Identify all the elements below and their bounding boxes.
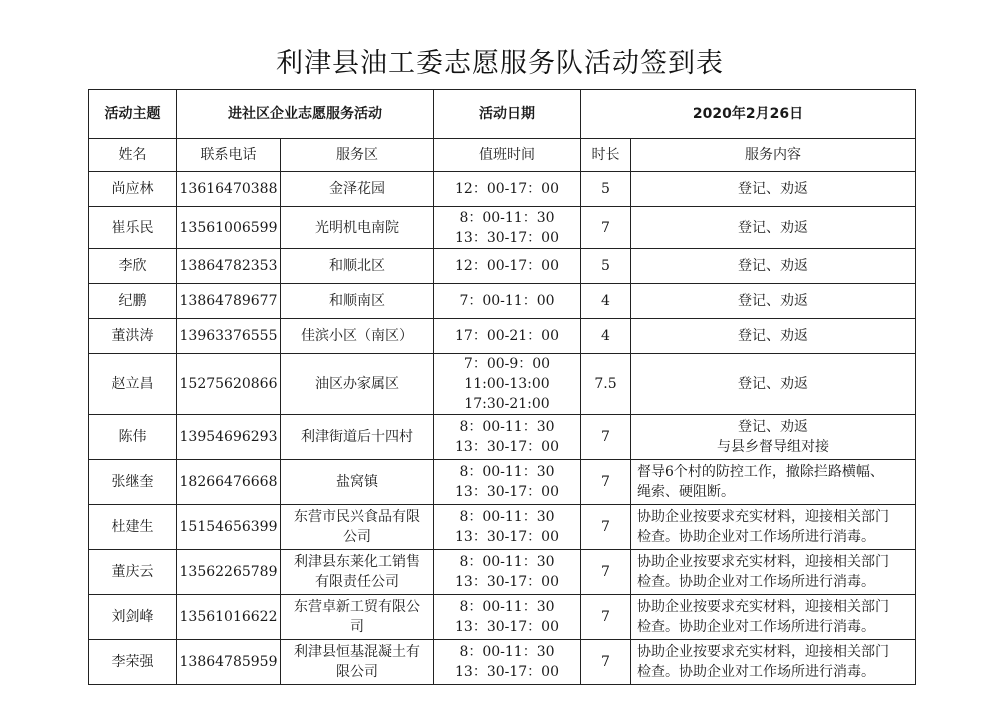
service-area [281, 354, 434, 415]
duty-hours: 7 [581, 207, 631, 249]
service-area [281, 550, 434, 595]
column-header-row [89, 139, 916, 172]
service-content-line: 检查。协助企业对工作场所进行消毒。 [637, 529, 875, 545]
duty-time-line: 13：30-17：00 [455, 484, 559, 500]
duty-hours: 7 [581, 595, 631, 640]
duty-time-line: 8：00-11：30 [459, 419, 555, 435]
service-content [631, 284, 916, 319]
service-content [631, 354, 916, 415]
table-row [89, 207, 916, 249]
volunteer-name: 陈伟 [89, 415, 177, 460]
service-content-line: 协助企业按要求充实材料，迎接相关部门 [637, 599, 889, 615]
duty-time [434, 550, 581, 595]
service-content [631, 505, 916, 550]
service-content [631, 550, 916, 595]
phone-number: 15275620866 [177, 354, 281, 415]
volunteer-name: 董洪涛 [89, 319, 177, 354]
duty-time-line: 8：00-11：30 [459, 554, 555, 570]
duty-hours: 7.5 [581, 354, 631, 415]
col-area-header: 服务区 [281, 139, 434, 172]
service-content-line: 督导6个村的防控工作，撤除拦路横幅、 [637, 464, 884, 480]
duty-time-line: 13：30-17：00 [455, 229, 559, 246]
table-row [89, 284, 916, 319]
service-area [281, 249, 434, 284]
service-area [281, 460, 434, 505]
service-content-line: 检查。协助企业对工作场所进行消毒。 [637, 664, 875, 680]
duty-time-line: 13：30-17：00 [455, 574, 559, 590]
service-area-line: 利津县东莱化工销售 [294, 554, 420, 570]
duty-time [434, 172, 581, 207]
phone-number: 13954696293 [177, 415, 281, 460]
phone-number: 15154656399 [177, 505, 281, 550]
duty-hours: 5 [581, 249, 631, 284]
col-hours-header: 时长 [581, 139, 631, 172]
volunteer-name: 刘剑峰 [89, 595, 177, 640]
table-row [89, 550, 916, 595]
volunteer-name: 赵立昌 [89, 354, 177, 415]
service-area-line: 司 [350, 619, 364, 635]
duty-hours: 7 [581, 505, 631, 550]
duty-hours: 7 [581, 640, 631, 685]
service-area-line: 公司 [343, 529, 371, 545]
duty-time [434, 249, 581, 284]
volunteer-name: 杜建生 [89, 505, 177, 550]
volunteer-name: 纪鹏 [89, 284, 177, 319]
duty-time-line: 12：00-17：00 [455, 258, 559, 274]
phone-number: 13561016622 [177, 595, 281, 640]
table-row [89, 595, 916, 640]
service-content [631, 319, 916, 354]
topic-label: 活动主题 [89, 90, 177, 139]
phone-number: 13561006599 [177, 207, 281, 249]
duty-hours: 4 [581, 284, 631, 319]
duty-time [434, 415, 581, 460]
duty-time [434, 595, 581, 640]
col-time-header: 值班时间 [434, 139, 581, 172]
duty-time-line: 12：00-17：00 [455, 181, 559, 197]
phone-number: 13616470388 [177, 172, 281, 207]
activity-header-row [89, 90, 916, 139]
service-area-line: 盐窝镇 [336, 474, 378, 490]
service-area-line: 光明机电南院 [315, 219, 399, 236]
service-content-line: 绳索、硬阻断。 [637, 484, 735, 500]
service-content [631, 249, 916, 284]
duty-hours: 5 [581, 172, 631, 207]
service-content-line: 登记、劝返 [738, 328, 808, 344]
duty-hours: 4 [581, 319, 631, 354]
service-area-line: 金泽花园 [329, 181, 385, 197]
volunteer-name: 董庆云 [89, 550, 177, 595]
service-area [281, 207, 434, 249]
table-row [89, 460, 916, 505]
page-title: 利津县油工委志愿服务队活动签到表 [276, 48, 724, 79]
duty-time-line: 8：00-11：30 [459, 509, 555, 525]
col-phone-header: 联系电话 [177, 139, 281, 172]
service-area [281, 415, 434, 460]
duty-time-line: 13：30-17：00 [455, 664, 559, 680]
service-content [631, 595, 916, 640]
service-area [281, 319, 434, 354]
duty-time-line: 8：00-11：30 [459, 464, 555, 480]
duty-time-line: 7：00-9：00 [463, 356, 551, 372]
service-content-line: 登记、劝返 [738, 219, 808, 236]
service-area-line: 有限责任公司 [315, 574, 399, 590]
duty-time [434, 207, 581, 249]
service-area [281, 172, 434, 207]
duty-time-line: 11:00-13:00 [464, 376, 550, 392]
service-content [631, 415, 916, 460]
volunteer-name: 崔乐民 [89, 207, 177, 249]
service-area-line: 和顺北区 [329, 258, 385, 274]
service-area-line: 东营卓新工贸有限公 [294, 599, 420, 615]
duty-time [434, 640, 581, 685]
duty-time-line: 13：30-17：00 [455, 619, 559, 635]
service-content-line: 检查。协助企业对工作场所进行消毒。 [637, 574, 875, 590]
duty-time-line: 7：00-11：00 [459, 293, 555, 309]
topic-value: 进社区企业志愿服务活动 [177, 90, 434, 139]
duty-time [434, 319, 581, 354]
service-content-line: 与县乡督导组对接 [717, 439, 829, 455]
volunteer-name: 李欣 [89, 249, 177, 284]
duty-hours: 7 [581, 460, 631, 505]
col-content-header: 服务内容 [631, 139, 916, 172]
service-content-line: 登记、劝返 [738, 181, 808, 197]
service-content [631, 460, 916, 505]
service-content [631, 207, 916, 249]
service-area-line: 和顺南区 [329, 293, 385, 309]
service-area [281, 595, 434, 640]
duty-time-line: 13：30-17：00 [455, 439, 559, 455]
volunteer-name: 尚应林 [89, 172, 177, 207]
duty-time [434, 284, 581, 319]
phone-number: 13864782353 [177, 249, 281, 284]
duty-time [434, 460, 581, 505]
service-content-line: 登记、劝返 [738, 258, 808, 274]
phone-number: 13864785959 [177, 640, 281, 685]
table-row [89, 319, 916, 354]
service-content-line: 登记、劝返 [738, 293, 808, 309]
service-area-line: 油区办家属区 [315, 376, 399, 392]
service-content-line: 协助企业按要求充实材料，迎接相关部门 [637, 554, 889, 570]
volunteer-name: 张继奎 [89, 460, 177, 505]
date-value: 2020年2月26日 [581, 90, 916, 139]
service-content [631, 172, 916, 207]
service-area [281, 284, 434, 319]
service-content [631, 640, 916, 685]
service-content-line: 登记、劝返 [738, 419, 808, 435]
service-content-line: 协助企业按要求充实材料，迎接相关部门 [637, 509, 889, 525]
service-area [281, 640, 434, 685]
phone-number: 13963376555 [177, 319, 281, 354]
service-content-line: 检查。协助企业对工作场所进行消毒。 [637, 619, 875, 635]
table-row [89, 354, 916, 415]
duty-time [434, 354, 581, 415]
table-row [89, 505, 916, 550]
service-area-line: 利津街道后十四村 [301, 429, 413, 445]
service-content-line: 协助企业按要求充实材料，迎接相关部门 [637, 644, 889, 660]
duty-time [434, 505, 581, 550]
table-row [89, 640, 916, 685]
service-content-line: 登记、劝返 [738, 376, 808, 392]
date-label: 活动日期 [434, 90, 581, 139]
duty-time-line: 8：00-11：30 [459, 209, 555, 226]
phone-number: 13864789677 [177, 284, 281, 319]
duty-time-line: 13：30-17：00 [455, 529, 559, 545]
sign-in-table [88, 89, 916, 685]
service-area-line: 利津县恒基混凝土有 [294, 644, 420, 660]
service-area-line: 佳滨小区（南区） [301, 328, 413, 344]
table-row [89, 172, 916, 207]
duty-time-line: 17:30-21:00 [464, 396, 550, 412]
duty-hours: 7 [581, 550, 631, 595]
table-row [89, 249, 916, 284]
duty-time-line: 17：00-21：00 [455, 328, 559, 344]
duty-time-line: 8：00-11：30 [459, 599, 555, 615]
phone-number: 13562265789 [177, 550, 281, 595]
volunteer-name: 李荣强 [89, 640, 177, 685]
phone-number: 18266476668 [177, 460, 281, 505]
duty-hours: 7 [581, 415, 631, 460]
service-area-line: 限公司 [336, 664, 378, 680]
duty-time-line: 8：00-11：30 [459, 644, 555, 660]
table-row [89, 415, 916, 460]
col-name-header: 姓名 [89, 139, 177, 172]
service-area [281, 505, 434, 550]
service-area-line: 东营市民兴食品有限 [294, 509, 420, 525]
